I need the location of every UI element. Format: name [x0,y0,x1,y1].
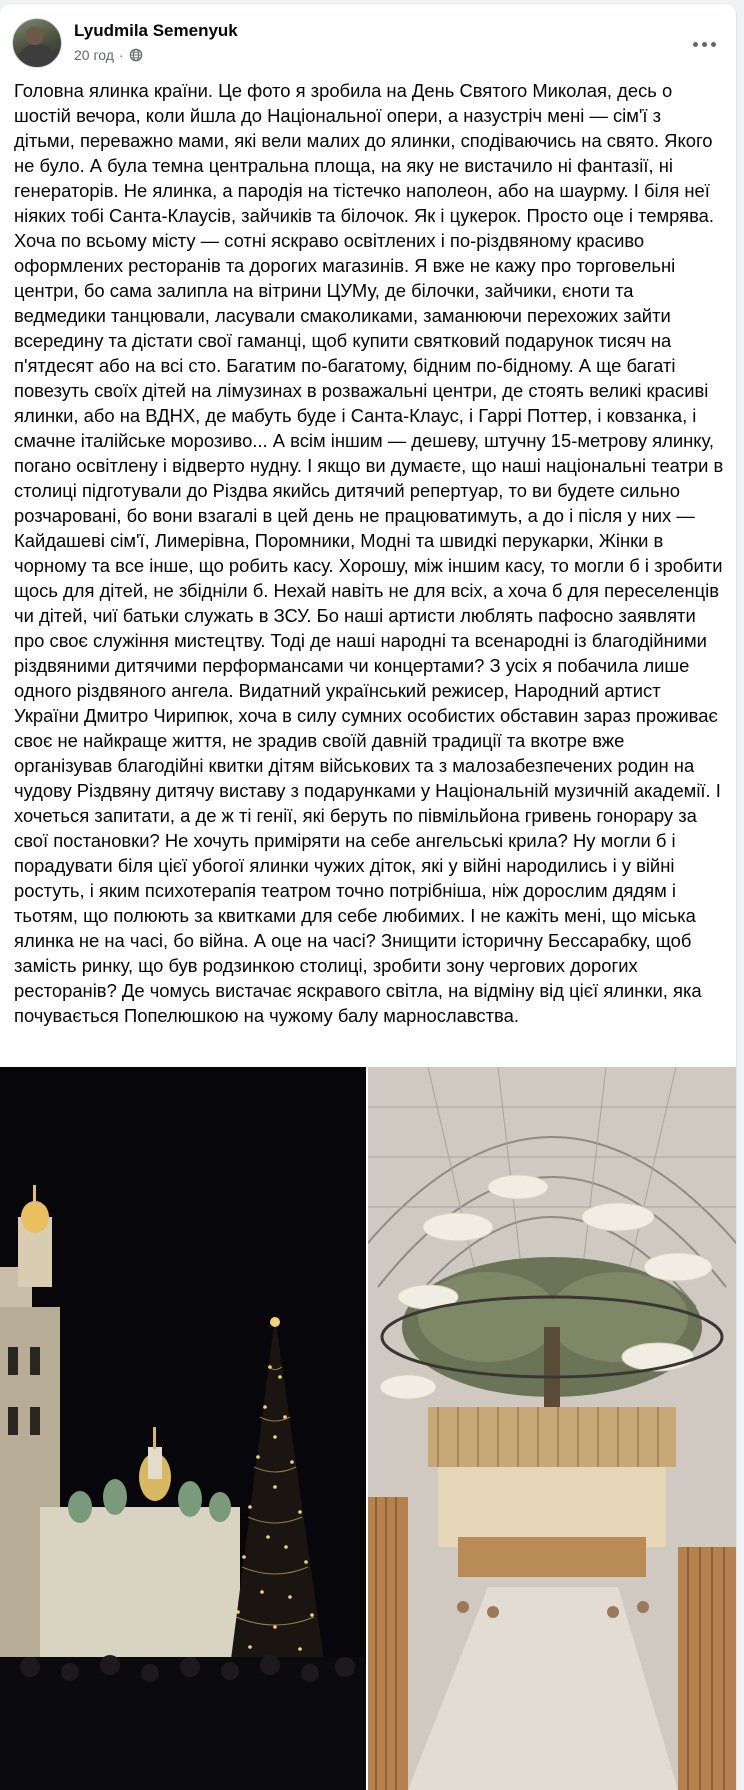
more-options-button[interactable] [686,26,722,62]
more-horizontal-icon [693,42,698,47]
post-body-text: Головна ялинка країни. Це фото я зробила на День Святого Миколая, десь о шостій вечора, коли йшла до Національної опери, а назустріч мені — сім'ї з дітьми, переважно мами, які вели малих до ялинки, сподіваючись на свято. Якого не було. А була темна центральна площа, на яку не вистачило ні фантазії, ні генераторів. Не ялинка, а пародія на тістечко наполеон, або на шаурму. І біля неї ніяких тобі Санта-Клаусів, зайчиків та білочок. Як і цукерок. Просто оце і темрява. Хоча по всьому місту — сотні яскраво освітлених і по-різдвяному красиво оформлених ресторанів та дорогих магазинів. Я вже не кажу про торговельні центри, бо сама залипла на вітрини ЦУМу, де білочки, зайчики, єноти та ведмедики танцювали, ласували смаколиками, заманюючи перехожих зайти всередину та дістати свої гаманці, щоб купити святковий подарунок тисяч на п'ятдесят або на всі сто. Багатим по-багатому, бідним по-бідному. А ще багаті повезуть своїх дітей на лімузинах в розважальні центри, де стоять великі красиві ялинки, або на ВДНХ, де мабуть буде і Санта-Клаус, і Гаррі Поттер, і ковзанка, і смачне італійське морозиво... А всім іншим — дешеву, штучну 15-метрову ялинку, погано освітлену і відверто нудну. І якщо ви думаєте, що наші національні театри в столиці підготували до Різдва якийсь дитячий репертуар, то ви будете сильно розчаровані, бо вони взагалі в цей день не працюватимуть, а до і після у них — Кайдашеві сім'ї, Лимерівна, Поромники, Модні та швидкі перукарки, Жінки в чорному та все інше, що робить касу. Хорошу, між іншим касу, то могли б і зробити щось для дітей, не збідніли б. Нехай навіть не для всіх, а хоча б для переселенців чи дітей, чиї батьки служать в ЗСУ. Бо наші артисти люблять пафосно заявляти про своє служіння мистецтву. Тоді де наші народні та всенародні із благодійними різдвяними дитячими перформансами чи концертами? З усіх я побачила лише одного різдвяного ангела. Видатний український режисер, Народний артист України Дмитро Чирипюк, хоча в силу сумних особистих обставин зараз проживає своє не найкраще життя, не зрадив своїй давній традиції та вкотре вже організував благодійні квитки дітям військових та з малозабезпечених родин на чудову Різдвяну дитячу виставу з подарунками у Національній музичній академії. І хочеться запитати, а де ж ті генії, які беруть по півмільйона гривень гонорару за свої постановки? Не хочуть приміряти на себе ангельські крила? Ну могли б і порадувати біля цієї убогої ялинки чужих діток, які у війні народились і у війні ростуть, і яким психотерапія театром точно потрібніша, ніж дорослим дядям і тьотям, що полюють за квитками для себе любимих. І не кажіть мені, що міська ялинка не на часі, бо війна. А оце на часі? Знищити історичну Бессарабку, щоб замість ринку, що був родзинкою столиці, зробити зону чергових дорогих ресторанів? Де чомусь вистачає яскравого світла, на відміну від цієї ялинки, яка почувається Попелюшкою на чужому балу марнославства. [14,80,729,1026]
avatar[interactable] [12,18,62,68]
globe-icon[interactable] [129,48,143,62]
photo-grid [0,1067,736,1790]
post-timestamp[interactable]: 20 год [74,47,114,63]
city-christmas-tree-night-photo[interactable] [0,1067,366,1790]
post-meta [74,47,143,63]
night-scene-illustration [0,1067,366,1790]
restaurant-interior-render-photo[interactable] [368,1067,736,1790]
author-name[interactable]: Lyudmila Semenyuk [74,21,238,40]
interior-scene-illustration [368,1067,736,1790]
post-header [0,4,736,68]
meta-separator: · [118,47,124,63]
post-card [0,4,736,1790]
